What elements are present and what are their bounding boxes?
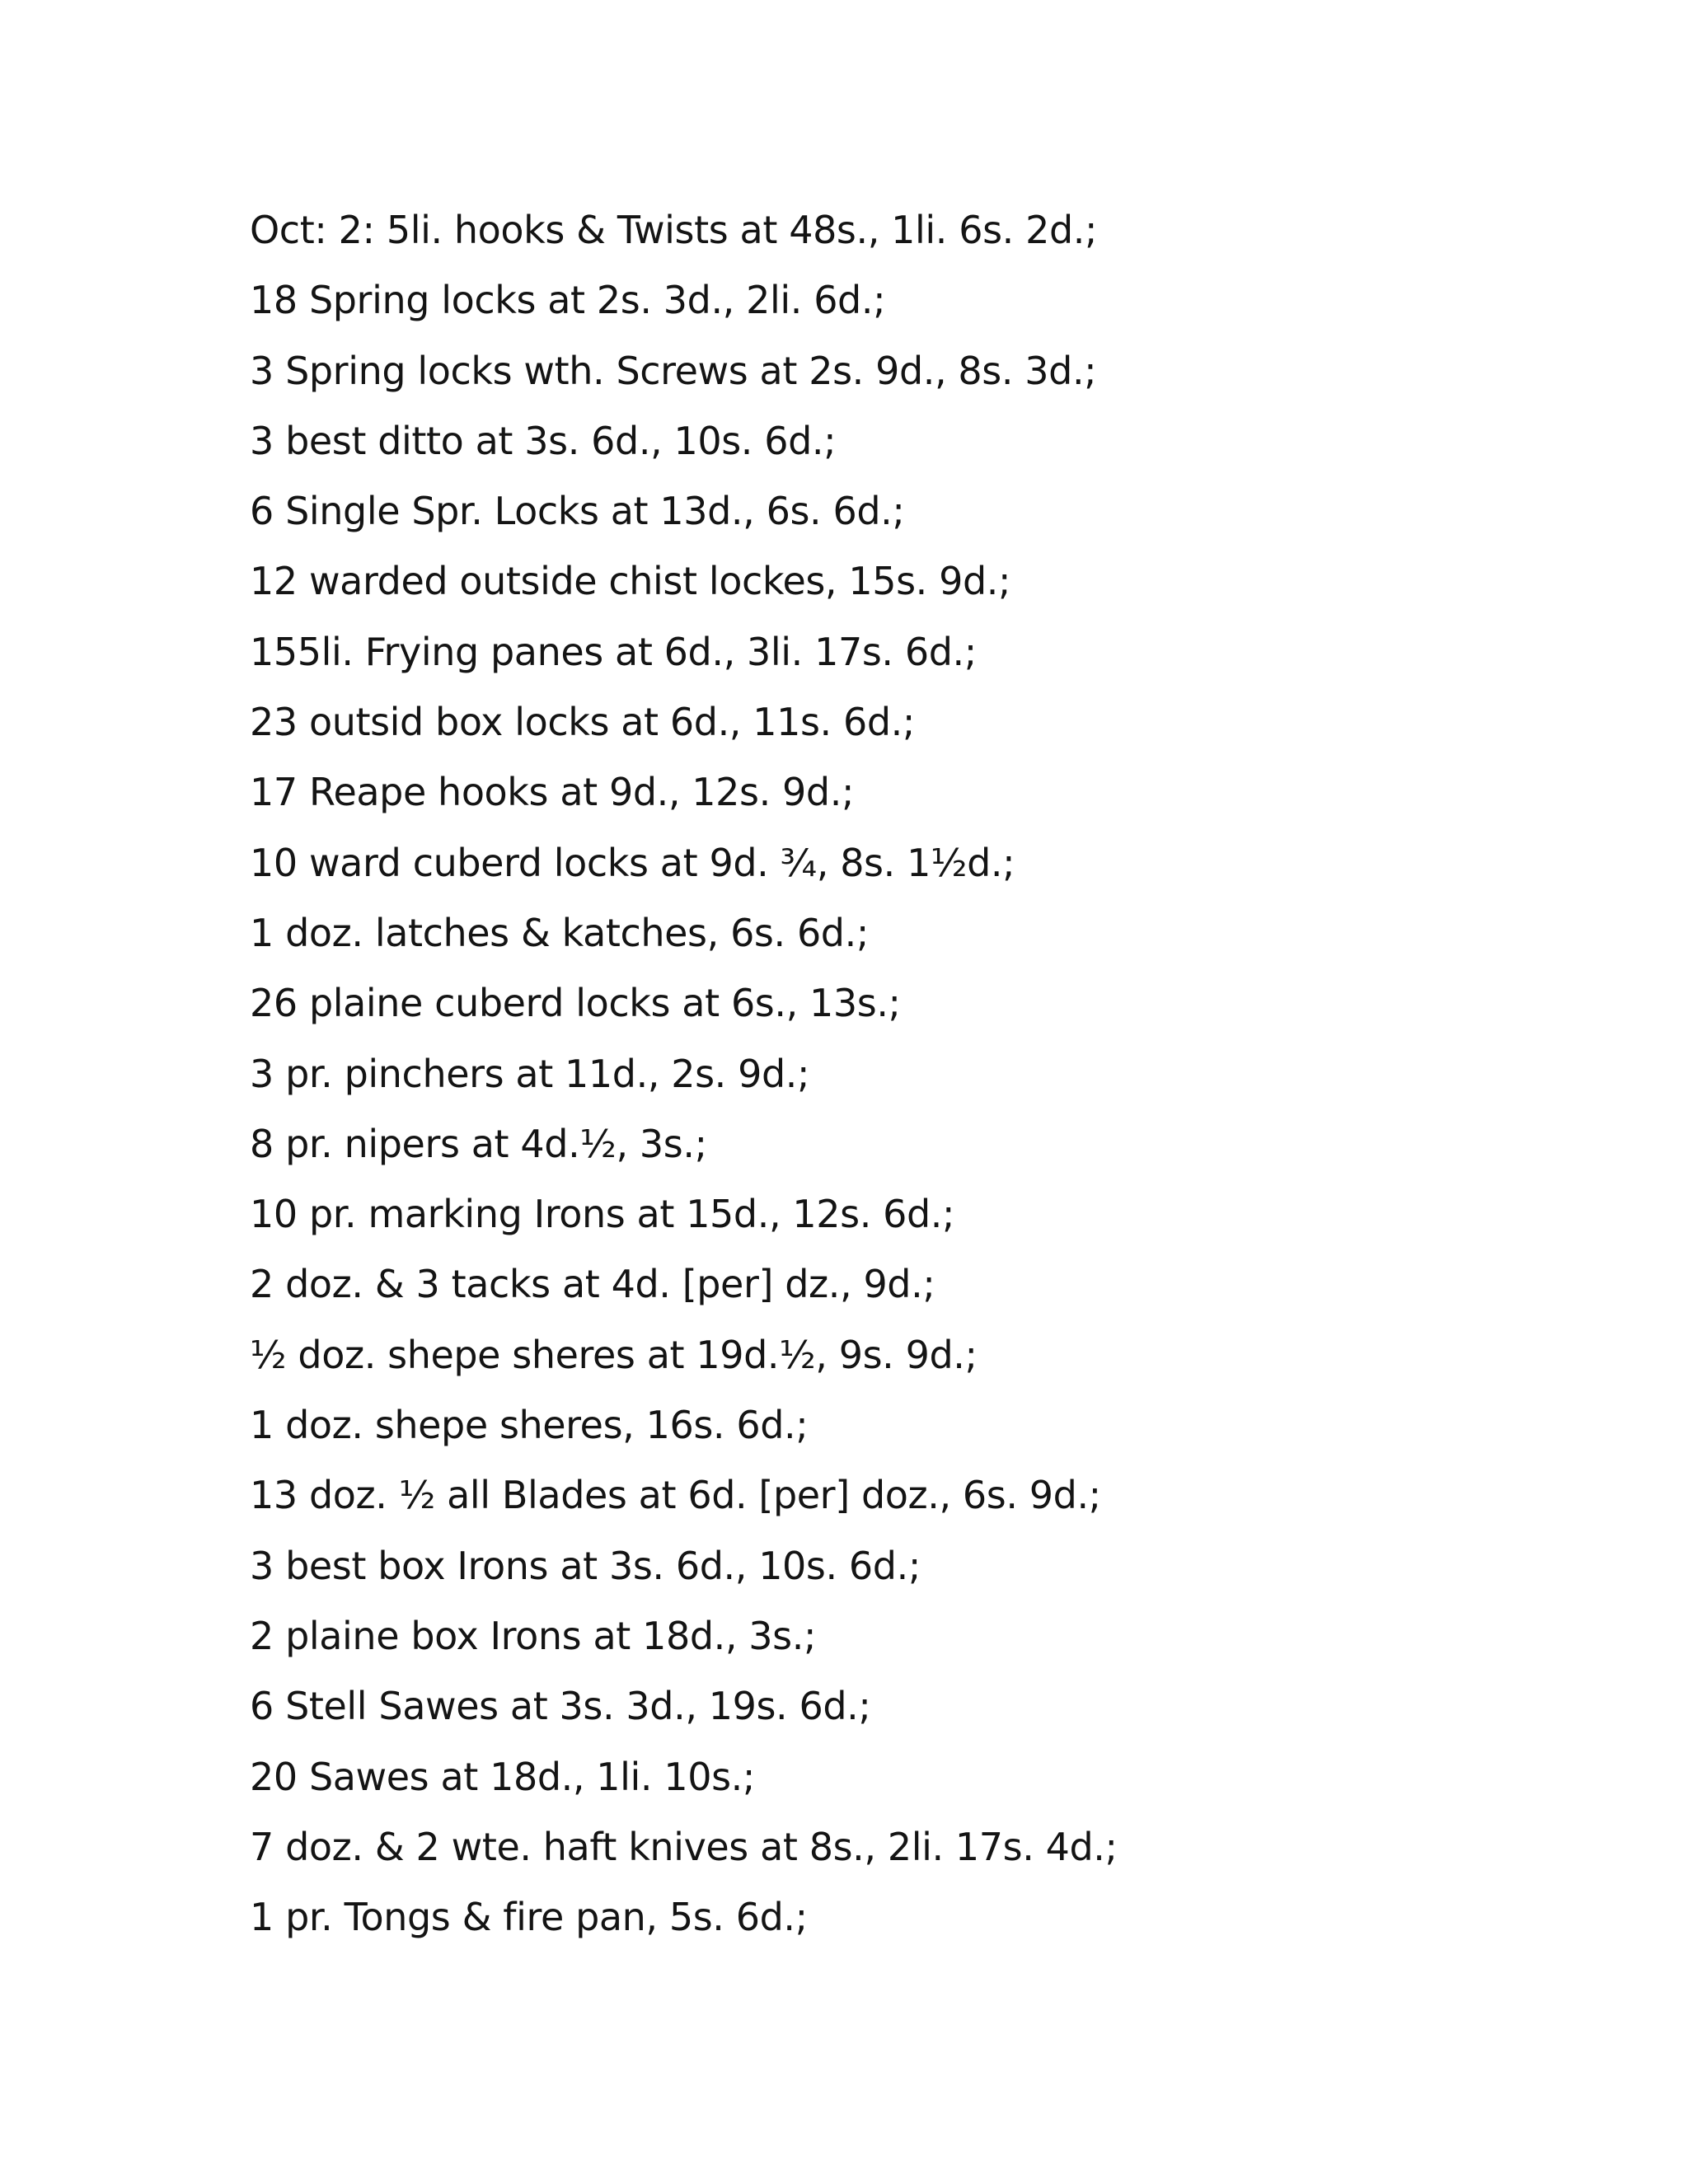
inventory-entry: 6 Single Spr. Locks at 13d., 6s. 6d.; — [250, 489, 905, 534]
inventory-entry: 3 best ditto at 3s. 6d., 10s. 6d.; — [250, 418, 837, 463]
inventory-entry: 18 Spring locks at 2s. 3d., 2li. 6d.; — [250, 278, 886, 323]
inventory-entry: 2 plaine box Irons at 18d., 3s.; — [250, 1613, 817, 1658]
inventory-entry: 1 doz. latches & katches, 6s. 6d.; — [250, 910, 869, 955]
inventory-entry: 7 doz. & 2 wte. haft knives at 8s., 2li. 17s. 4d.; — [250, 1824, 1118, 1869]
inventory-entry: 17 Reape hooks at 9d., 12s. 9d.; — [250, 770, 855, 815]
inventory-entry: 6 Stell Sawes at 3s. 3d., 19s. 6d.; — [250, 1684, 871, 1729]
inventory-entry: 155li. Frying panes at 6d., 3li. 17s. 6d.; — [250, 629, 977, 674]
inventory-entry: ½ doz. shepe sheres at 19d.½, 9s. 9d.; — [250, 1332, 978, 1377]
inventory-entry: 8 pr. nipers at 4d.½, 3s.; — [250, 1121, 707, 1166]
inventory-entry: 10 pr. marking Irons at 15d., 12s. 6d.; — [250, 1192, 955, 1237]
inventory-entry: 13 doz. ½ all Blades at 6d. [per] doz., 6s. 9d.; — [250, 1473, 1101, 1518]
inventory-entry: 1 doz. shepe sheres, 16s. 6d.; — [250, 1403, 809, 1448]
inventory-entry: 3 Spring locks wth. Screws at 2s. 9d., 8s. 3d.; — [250, 348, 1097, 393]
inventory-entry: Oct: 2: 5li. hooks & Twists at 48s., 1li. 6s. 2d.; — [250, 208, 1098, 252]
inventory-entry: 1 pr. Tongs & fire pan, 5s. 6d.; — [250, 1895, 808, 1940]
inventory-entry-list — [250, 195, 1118, 1952]
inventory-entry: 20 Sawes at 18d., 1li. 10s.; — [250, 1754, 755, 1799]
inventory-entry: 23 outsid box locks at 6d., 11s. 6d.; — [250, 700, 915, 745]
inventory-entry: 10 ward cuberd locks at 9d. ¾, 8s. 1½d.; — [250, 840, 1015, 885]
inventory-entry: 12 warded outside chist lockes, 15s. 9d.; — [250, 559, 1011, 604]
inventory-entry: 2 doz. & 3 tacks at 4d. [per] dz., 9d.; — [250, 1262, 935, 1307]
inventory-entry: 3 pr. pinchers at 11d., 2s. 9d.; — [250, 1051, 810, 1096]
inventory-entry: 26 plaine cuberd locks at 6s., 13s.; — [250, 981, 901, 1026]
inventory-entry: 3 best box Irons at 3s. 6d., 10s. 6d.; — [250, 1543, 921, 1588]
